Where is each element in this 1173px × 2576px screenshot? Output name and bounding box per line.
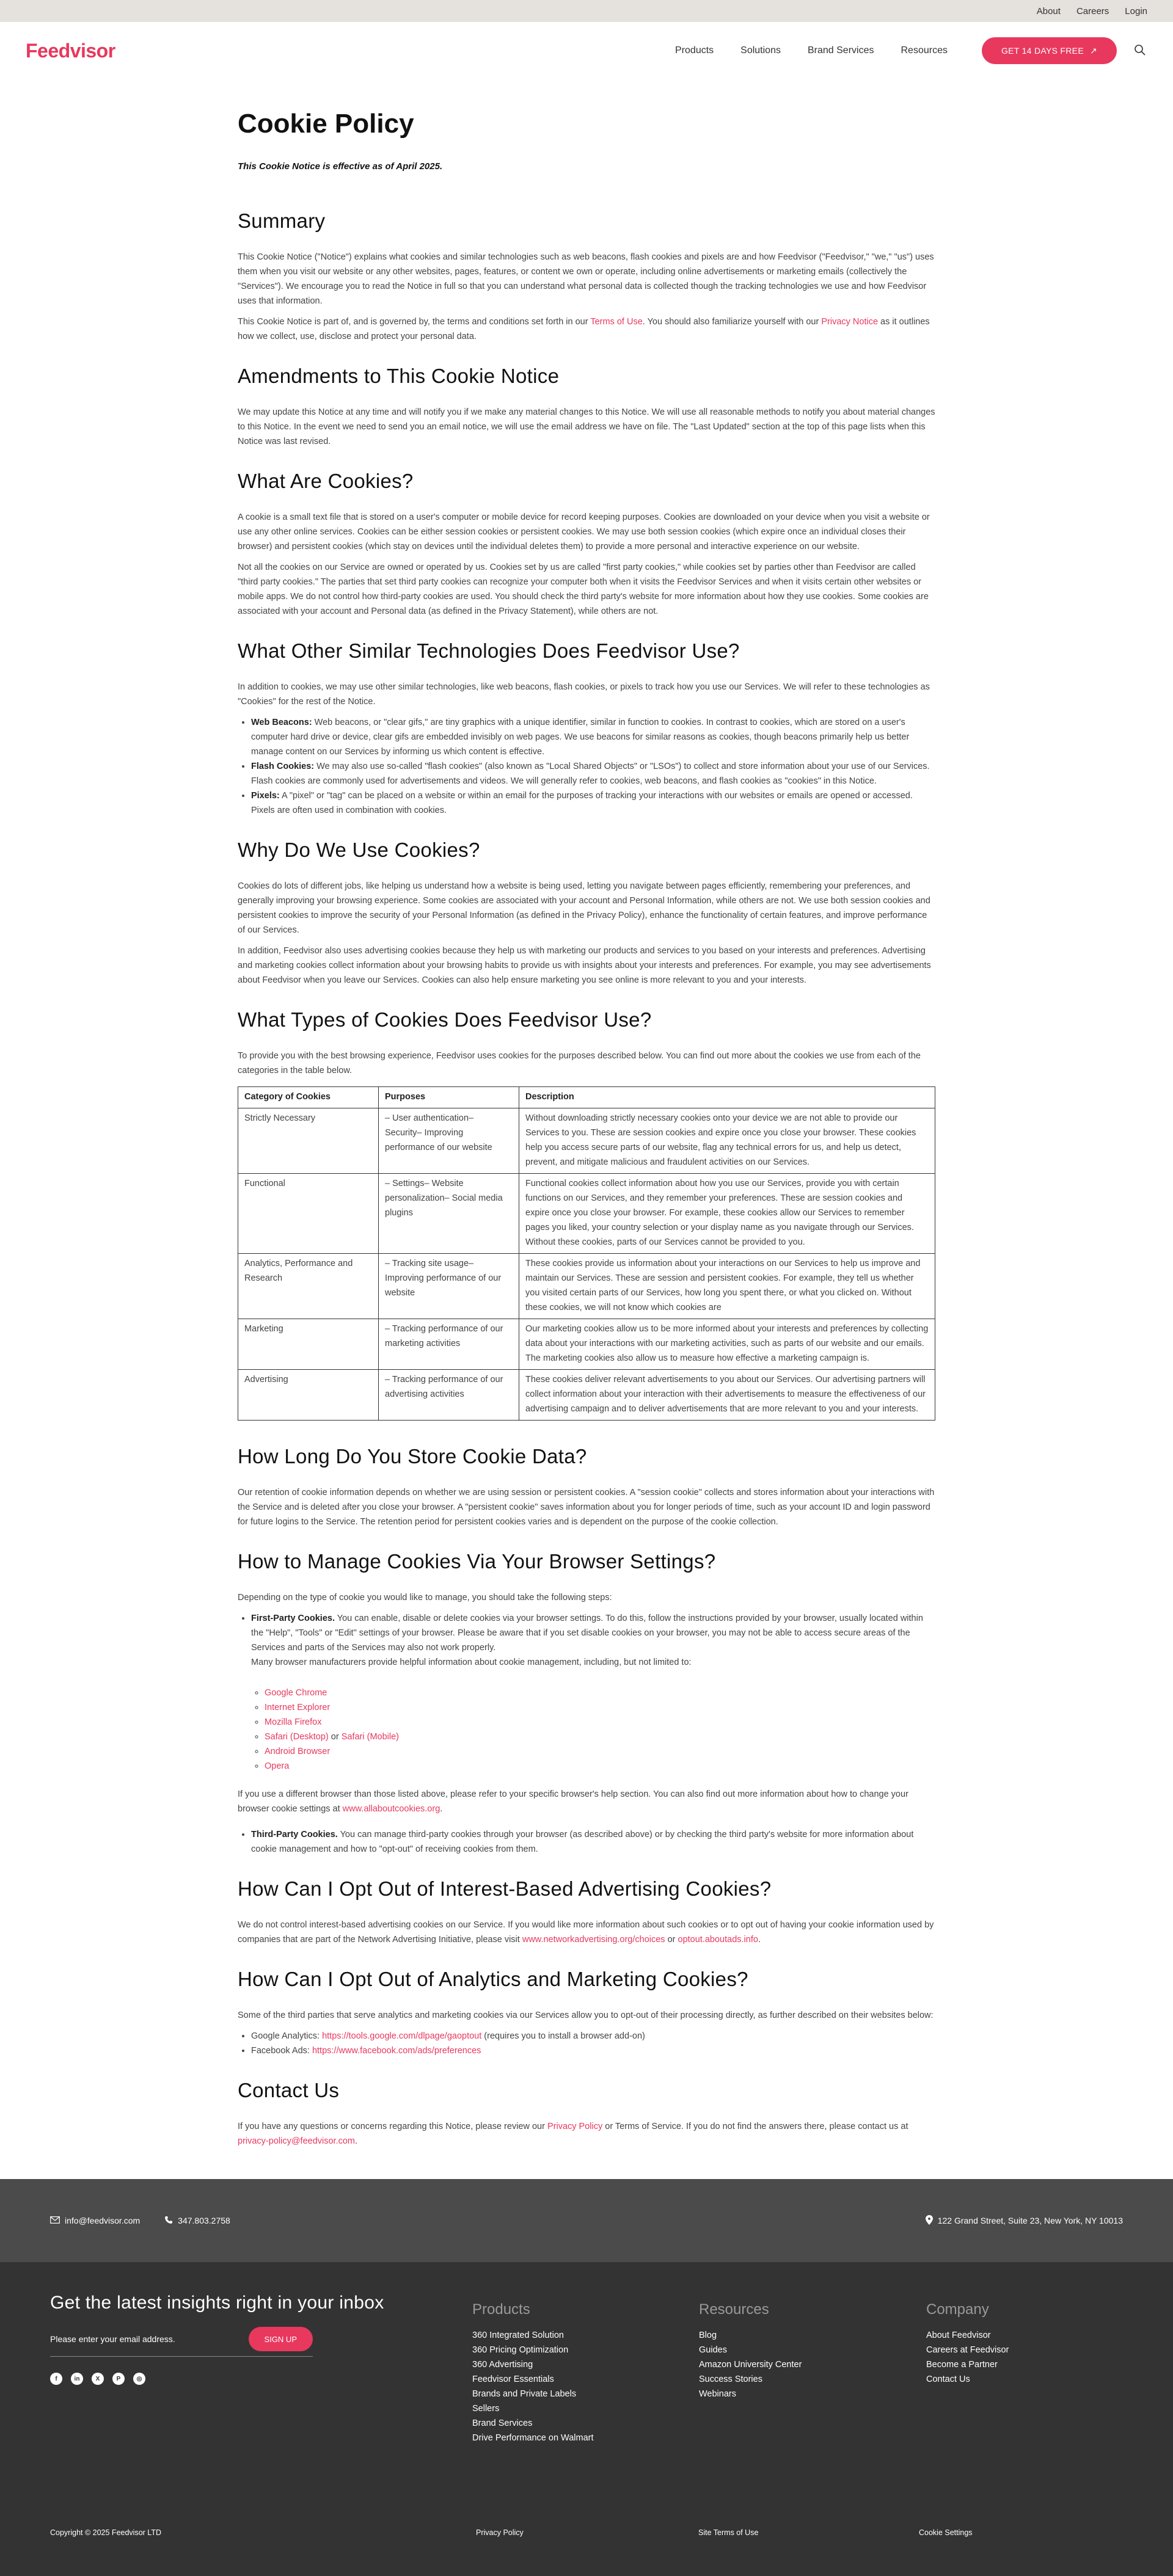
list-item: [265, 1744, 935, 1759]
topbar-link-careers[interactable]: Careers: [1076, 5, 1109, 16]
section-heading-why-cookies: Why Do We Use Cookies?: [238, 839, 480, 861]
footer-phone[interactable]: [164, 2216, 230, 2226]
free-trial-button[interactable]: [982, 37, 1117, 64]
store-paragraph: Our retention of cookie information depends on whether we are using session or persistent cookies. A "session cookie" collects and stores information about your interactions with the Service and is deleted after you close your browser. A "persistent cookie" saves information about you for longer periods of time, such as your account ID and login password for future logins to the Service. The retention period for persistent cookies varies and is dependent on the purpose of the cookie collection.: [238, 1488, 935, 1527]
list-item-term: Third-Party Cookies.: [251, 1830, 338, 1839]
mozilla-firefox-link[interactable]: Mozilla Firefox: [265, 1717, 322, 1727]
newsletter-title: Get the latest insights right in your inbox: [50, 2293, 384, 2313]
footer-link[interactable]: Contact Us: [926, 2374, 970, 2384]
section-heading-opt-out-ads: How Can I Opt Out of Interest-Based Advertising Cookies?: [238, 1877, 772, 1900]
opera-link[interactable]: Opera: [265, 1761, 290, 1771]
text-span: .: [758, 1935, 761, 1945]
google-chrome-link[interactable]: Google Chrome: [265, 1688, 327, 1698]
envelope-icon: [50, 2216, 60, 2225]
footer-address-text: 122 Grand Street, Suite 23, New York, NY 10013: [937, 2216, 1123, 2225]
table-cell: Analytics, Performance and Research: [238, 1254, 379, 1319]
google-analytics-optout-link[interactable]: https://tools.google.com/dlpage/gaoptout: [322, 2031, 482, 2041]
footer-link[interactable]: Careers at Feedvisor: [926, 2345, 1009, 2355]
table-cell: – Tracking performance of our advertising activities: [379, 1370, 519, 1421]
table-cell: Functional: [238, 1174, 379, 1254]
top-utility-bar: [0, 0, 1173, 22]
list-item-term: Flash Cookies:: [251, 762, 315, 771]
newsletter-form: [50, 2327, 313, 2357]
footer-email-text: info@feedvisor.com: [65, 2216, 141, 2225]
footer-main: [0, 2262, 1173, 2576]
x-twitter-icon[interactable]: X: [92, 2373, 104, 2385]
optout-analytics-paragraph: Some of the third parties that serve analytics and marketing cookies via our Services allow you to opt-out of their processing directly, as further described on their websites below:: [238, 2010, 934, 2020]
text-span: .: [355, 2136, 358, 2146]
feedvisor-logo[interactable]: Feedvisor: [26, 39, 115, 62]
facebook-ads-preferences-link[interactable]: https://www.facebook.com/ads/preferences: [312, 2046, 481, 2056]
footer-privacy-policy-link[interactable]: Privacy Policy: [476, 2528, 524, 2537]
list-item: [265, 1686, 935, 1700]
text-span: We do not control interest-based advertising cookies on our Service. If you would like more information about such cookies or to opt out of having your cookie information used by companies that are part of the Network Advertising Initiative, please visit: [238, 1920, 934, 1945]
table-cell: Functional cookies collect information about how you use our Services, provide you with certain functions on our Services, and they remember your preferences. These are session cookies and expire once you close your browser. For example, these cookies allow our Services to remember pages you liked, your country selection or your display name as you navigate through our Services. Without these cookies, parts of our Services cannot be provided to you.: [519, 1174, 935, 1254]
table-cell: – Tracking performance of our marketing activities: [379, 1319, 519, 1370]
copyright: Copyright © 2025 Feedvisor LTD: [50, 2528, 161, 2537]
instagram-icon[interactable]: ◎: [133, 2373, 145, 2385]
footer-link[interactable]: 360 Integrated Solution: [472, 2330, 564, 2340]
safari-desktop-link[interactable]: Safari (Desktop): [265, 1732, 329, 1742]
list-item: [251, 2029, 935, 2043]
what-paragraph-2: Not all the cookies on our Service are owned or operated by us. Cookies set by us are called "first party cookies," while cookies set by parties other than Feedvisor are called "third party cookies." The parties that set third party cookies can recognize your computer both when it visits the Feedvisor Services and when it visits certain other websites or mobile apps. We do not control how third-party cookies are used. You should check the third party's website for more information about how they use cookies. Some cookies are associated with your account and Personal data (as defined in the Privacy Statement), while others are not.: [238, 562, 929, 616]
aboutads-link[interactable]: optout.aboutads.info: [678, 1935, 758, 1945]
text-span: Google Analytics:: [251, 2031, 323, 2041]
nav-links: [675, 45, 948, 56]
network-advertising-link[interactable]: www.networkadvertising.org/choices: [522, 1935, 665, 1945]
footer-column-title: Products: [472, 2301, 530, 2318]
nav-item-resources[interactable]: Resources: [901, 45, 948, 56]
footer-link[interactable]: 360 Pricing Optimization: [472, 2345, 569, 2355]
text-span: or Terms of Service. If you do not find the answers there, please contact us at: [602, 2122, 908, 2131]
footer-link[interactable]: 360 Advertising: [472, 2360, 533, 2370]
list-item: [265, 1700, 935, 1715]
text-span: Facebook Ads:: [251, 2046, 312, 2056]
allaboutcookies-link[interactable]: www.allaboutcookies.org: [342, 1804, 440, 1814]
table-cell: These cookies provide us information about your interactions on our Services to help us improve and maintain our Services. These are session and persistent cookies. For example, they tell us whether you visited certain parts of our Services, how long you spent there, or what you clicked on. Without these cookies, we will not know which cookies are: [519, 1254, 935, 1319]
footer-column-title: Company: [926, 2301, 989, 2318]
table-row: [238, 1108, 935, 1174]
facebook-icon[interactable]: f: [50, 2373, 62, 2385]
list-item-term: Web Beacons:: [251, 718, 312, 727]
table-row: [238, 1254, 935, 1319]
footer-bottom-bar: [50, 2528, 1123, 2541]
list-item: [265, 1730, 935, 1744]
page-title: Cookie Policy: [238, 109, 414, 139]
table-cell: Strictly Necessary: [238, 1108, 379, 1174]
android-browser-link[interactable]: Android Browser: [265, 1747, 331, 1756]
list-item-text: You can enable, disable or delete cookies via your browser settings. To do this, follow the instructions provided by your browser, usually located within the "Help", "Tools" or "Edit" settings of your browser. Please be aware that if you set disable cookies on your browser, you may not be able to access secure areas of the Services and parts of the Services may also not work properly.: [251, 1614, 923, 1653]
summary-paragraph-2: [238, 315, 935, 344]
table-cell: These cookies deliver relevant advertisements to you about our Services. Our advertising partners will collect information about your interaction with their advertisements to measure the effectiveness of our advertising campaign and to deliver advertisements that are more relevant to you and your interests.: [519, 1370, 935, 1421]
nav-item-brand-services[interactable]: Brand Services: [807, 45, 874, 56]
footer-link[interactable]: Success Stories: [699, 2374, 762, 2384]
list-item-text: We may also use so-called "flash cookies" (also known as "Local Shared Objects" or "LSOs") to collect and store information about your use of our Services. Flash cookies are commonly used for advertisements and videos. We will generally refer to cookies, web beacons, and flash cookies as "cookies" in this Notice.: [251, 762, 930, 786]
cookie-types-table: [238, 1086, 935, 1421]
list-item-text: A "pixel" or "tag" can be placed on a website or within an email for the purposes of tracking your interactions with our websites or emails are opened or accessed. Pixels are often used in combination with cookies.: [251, 791, 913, 815]
section-heading-summary: Summary: [238, 209, 326, 232]
linkedin-icon[interactable]: in: [71, 2373, 83, 2385]
footer-link[interactable]: Become a Partner: [926, 2360, 998, 2370]
optout-ads-paragraph: [238, 1918, 935, 1947]
section-heading-cookie-types: What Types of Cookies Does Feedvisor Use?: [238, 1008, 652, 1031]
table-header: Category of Cookies: [238, 1087, 379, 1108]
list-item-term: First-Party Cookies.: [251, 1614, 335, 1623]
table-header-row: [238, 1087, 935, 1108]
why-paragraph-1: Cookies do lots of different jobs, like helping us understand how a website is being used, letting you navigate between pages efficiently, remembering your preferences, and generally improving your browsing experience. Some cookies are associated with your account and Personal Information, while others are not. We use both session cookies and persistent cookies to improve the security of your Personal Information (as defined in the Privacy Policy), enhance the functionality of certain features, and improve performance of our Services.: [238, 881, 930, 935]
sign-up-button[interactable]: SIGN UP: [249, 2327, 313, 2351]
footer-column-title: Resources: [699, 2301, 769, 2318]
footer-address: [926, 2215, 1123, 2227]
list-item-text: Web beacons, or "clear gifs," are tiny graphics with a unique identifier, similar in function to cookies. In contrast to cookies, which are stored on a user's computer hard drive or device, clear gifs are embedded invisibly on web pages. We use beacons for similar reasons as cookies, though beacons primarily help us better manage content on our Services by informing us which content is effective.: [251, 718, 910, 757]
table-cell: Without downloading strictly necessary cookies onto your device we are not able to provide our Services to you. These are session cookies and expire once you close your browser. These cookies help you access secure parts of our website, flag any technical errors for us, and help us detect, prevent, and mitigate malicious and fraudulent activities on our Services.: [519, 1108, 935, 1174]
what-paragraph-1: A cookie is a small text file that is stored on a user's computer or mobile device for record keeping purposes. Cookies are downloaded on your device when you visit a website or use any other online services. Cookies can be either session cookies or persistent cookies. We may use both session cookies (which expire once an individual closes their browser) and persistent cookies (which stay on devices until the individual deletes them) to provide a more personal and interactive experience on our website.: [238, 512, 930, 551]
section-heading-opt-out-analytics: How Can I Opt Out of Analytics and Marketing Cookies?: [238, 1968, 748, 1990]
arrow-up-right-icon: ↗: [1089, 45, 1097, 56]
optout-links-list: [238, 2029, 935, 2058]
map-pin-icon: [926, 2215, 933, 2227]
text-span: or: [328, 1732, 342, 1742]
safari-mobile-link[interactable]: Safari (Mobile): [341, 1732, 399, 1742]
footer-link[interactable]: Sellers: [472, 2404, 500, 2414]
summary-paragraph-1: This Cookie Notice ("Notice") explains what cookies and similar technologies such as web beacons, flash cookies and pixels are and how Feedvisor ("Feedvisor," "we," "us") uses them when you visit our website or any other websites, pages, features, or content we own or operate, including online advertisements or marketing emails (collectively the "Services"). We encourage you to read the Notice in full so that you can understand what personal data is collected though the tracking technologies we use and how Feedvisor uses that information.: [238, 252, 934, 306]
text-span: as it outlines how we collect, use, disclose and protect your personal data.: [238, 317, 930, 341]
manage-paragraph: Depending on the type of cookie you would like to manage, you should take the following steps:: [238, 1593, 612, 1603]
free-trial-label: GET 14 DAYS FREE: [1001, 46, 1084, 56]
first-party-list: [238, 1611, 935, 1670]
footer-link[interactable]: About Feedvisor: [926, 2330, 991, 2340]
footer-email[interactable]: [50, 2216, 140, 2225]
policy-content: [238, 79, 935, 2179]
text-span: This Cookie Notice is part of, and is governed by, the terms and conditions set forth in our: [238, 317, 591, 327]
footer-column-resources: [699, 2301, 802, 2401]
privacy-policy-link[interactable]: Privacy Policy: [547, 2122, 603, 2131]
search-icon[interactable]: [1134, 44, 1147, 57]
footer-link[interactable]: Guides: [699, 2345, 727, 2355]
footer-link[interactable]: Brands and Private Labels: [472, 2389, 577, 2399]
table-cell: Marketing: [238, 1319, 379, 1370]
manage-paragraph-2: [238, 1787, 935, 1816]
table-row: [238, 1319, 935, 1370]
amendments-paragraph: We may update this Notice at any time and will notify you if we make any material changes to this Notice. We will use all reasonable methods to notify you about material changes to this Notice. In the event we need to send you an email notice, we will use the email address we have on file. The "Last Updated" section at the top of this page lists when this Notice was last revised.: [238, 407, 935, 446]
topbar-link-about[interactable]: About: [1036, 5, 1061, 16]
text-span: If you use a different browser than those listed above, please refer to your specific browser's help section. You can also find out more information about how to change your browser cookie settings at: [238, 1789, 908, 1814]
table-cell: – User authentication– Security– Improving performance of our website: [379, 1108, 519, 1174]
table-header: Description: [519, 1087, 935, 1108]
footer-phone-text: 347.803.2758: [178, 2216, 230, 2225]
pinterest-icon[interactable]: P: [112, 2373, 125, 2385]
main-nav: [0, 22, 1173, 79]
footer-link[interactable]: Feedvisor Essentials: [472, 2374, 554, 2384]
browser-links-list: [238, 1686, 935, 1774]
third-party-list: [238, 1827, 935, 1857]
topbar-link-login[interactable]: Login: [1125, 5, 1147, 16]
footer-link[interactable]: Brand Services: [472, 2418, 533, 2428]
list-item-text: You can manage third-party cookies through your browser (as described above) or by checking the third party's website for more information about cookie management and how to "opt-out" of receiving cookies from them.: [251, 1830, 914, 1854]
list-item: [251, 715, 935, 759]
nav-item-products[interactable]: Products: [675, 45, 714, 56]
effective-date: This Cookie Notice is effective as of April 2025.: [238, 161, 443, 172]
table-cell: – Tracking site usage– Improving performance of our website: [379, 1254, 519, 1319]
nav-item-solutions[interactable]: Solutions: [740, 45, 781, 56]
list-item: [251, 788, 935, 818]
footer-link[interactable]: Webinars: [699, 2389, 736, 2399]
footer-column-products: [472, 2301, 594, 2445]
why-paragraph-2: In addition, Feedvisor also uses advertising cookies because they help us with marketing our products and services to you based on your interests and preferences. Advertising and marketing cookies collect information about your browsing habits to provide us with insights about your interests and preferences. For example, you may see advertisements about Feedvisor when you leave our Services. Cookies can also help ensure marketing you see online is more relevant to you and your interests.: [238, 946, 931, 985]
list-item-term: Pixels:: [251, 791, 280, 801]
text-span: (requires you to install a browser add-on): [481, 2031, 645, 2041]
footer-site-terms-link[interactable]: Site Terms of Use: [698, 2528, 759, 2537]
newsletter-email-input[interactable]: [50, 2334, 249, 2344]
text-span: . You should also familiarize yourself with our: [642, 317, 822, 327]
similar-paragraph: In addition to cookies, we may use other similar technologies, like web beacons, flash cookies, or pixels to track how you use our Services. We will refer to these technologies as "Cookies" for the rest of the Notice.: [238, 682, 930, 707]
section-heading-similar-technologies: What Other Similar Technologies Does Feedvisor Use?: [238, 639, 740, 662]
section-heading-what-are-cookies: What Are Cookies?: [238, 470, 414, 492]
terms-of-use-link[interactable]: Terms of Use: [590, 317, 643, 327]
technologies-list: [238, 715, 935, 818]
table-row: [238, 1174, 935, 1254]
section-heading-amendments: Amendments to This Cookie Notice: [238, 365, 560, 387]
table-cell: – Settings– Website personalization– Social media plugins: [379, 1174, 519, 1254]
text-span: .: [440, 1804, 443, 1814]
internet-explorer-link[interactable]: Internet Explorer: [265, 1703, 331, 1712]
types-paragraph: To provide you with the best browsing experience, Feedvisor uses cookies for the purposes described below. You can find out more about the cookies we use from each of the categories in the table below.: [238, 1051, 921, 1075]
list-item: [251, 2043, 935, 2058]
list-item: [265, 1759, 935, 1774]
footer-link[interactable]: Amazon University Center: [699, 2360, 802, 2370]
section-heading-store-data: How Long Do You Store Cookie Data?: [238, 1445, 587, 1468]
privacy-email-link[interactable]: privacy-policy@feedvisor.com: [238, 2136, 356, 2146]
section-heading-manage-cookies: How to Manage Cookies Via Your Browser Settings?: [238, 1550, 716, 1573]
contact-paragraph: [238, 2119, 935, 2148]
table-cell: Advertising: [238, 1370, 379, 1421]
section-heading-contact: Contact Us: [238, 2079, 340, 2101]
table-header: Purposes: [379, 1087, 519, 1108]
list-item: [265, 1715, 935, 1730]
privacy-notice-link[interactable]: Privacy Notice: [821, 317, 879, 327]
table-cell: Our marketing cookies allow us to be more informed about your interests and preferences by collecting data about your interactions with our marketing activities, such as parts of our website and our emails. The marketing cookies also allow us to measure how effective a marketing campaign is.: [519, 1319, 935, 1370]
footer-contact-band: [0, 2179, 1173, 2262]
phone-icon: [164, 2216, 173, 2226]
text-span: If you have any questions or concerns regarding this Notice, please review our: [238, 2122, 547, 2131]
footer-link[interactable]: Blog: [699, 2330, 717, 2340]
cookie-settings-link[interactable]: Cookie Settings: [919, 2528, 973, 2537]
text-span: or: [665, 1935, 678, 1945]
table-row: [238, 1370, 935, 1421]
list-item: [251, 1827, 935, 1857]
list-item: [251, 759, 935, 788]
footer-link[interactable]: Drive Performance on Walmart: [472, 2433, 594, 2443]
list-item: [251, 1611, 935, 1670]
footer-column-company: [926, 2301, 1009, 2387]
list-item-text: Many browser manufacturers provide helpful information about cookie management, including, but not limited to:: [251, 1657, 692, 1667]
